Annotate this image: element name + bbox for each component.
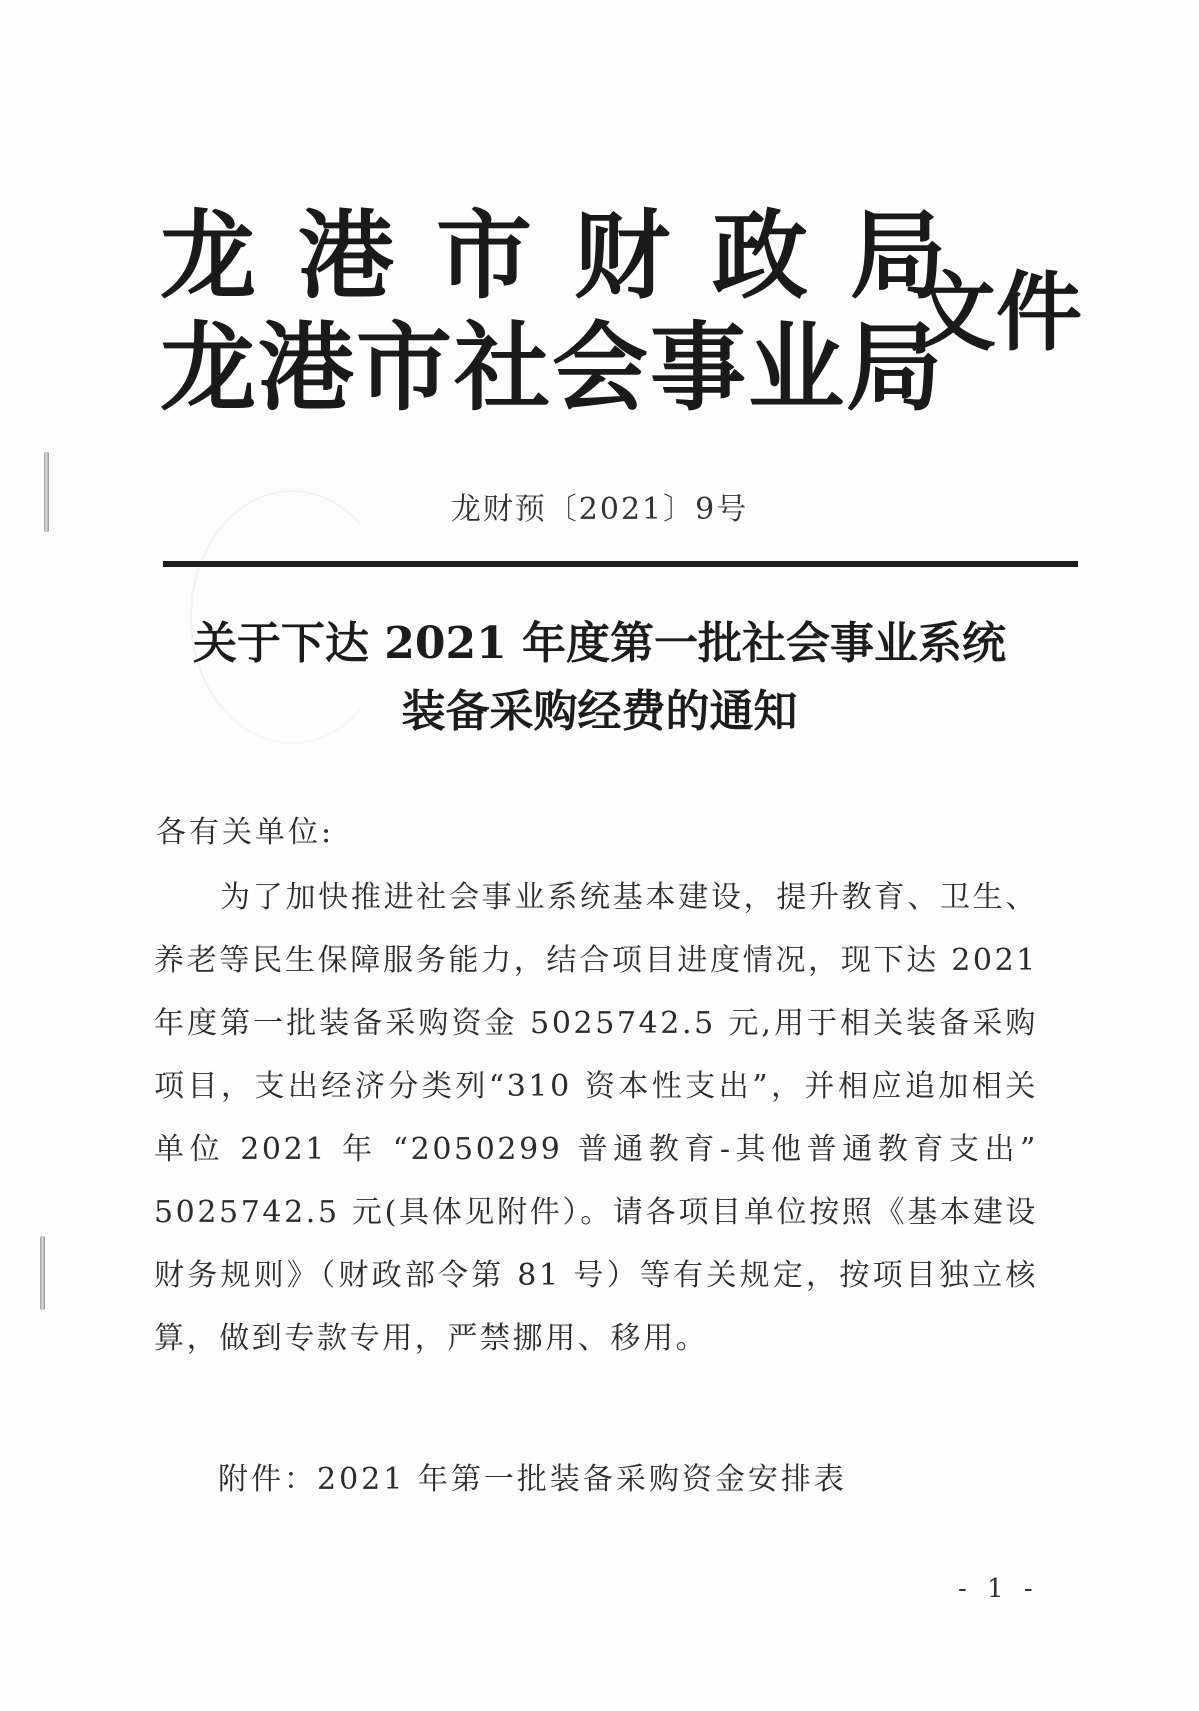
document-header xyxy=(160,200,1100,424)
staple-bottom xyxy=(40,1236,45,1310)
header-rule xyxy=(163,561,1078,567)
document-number xyxy=(0,484,1199,528)
attachment-line: 附件：2021 年第一批装备采购资金安排表 xyxy=(218,1462,847,1497)
salutation: 各有关单位: xyxy=(156,815,335,850)
body-paragraph: 为了加快推进社会事业系统基本建设，提升教育、卫生、养老等民生保障服务能力，结合项目进度情况，现下达 2021 年度第一批装备采购资金 5025742.5 元,用于相关装备采购项目，支出经济分类列“310 资本性支出”，并相应追加相关单位 2021 年 “2050299 普通教育-其他普通教育支出” 5025742.5 元(具体见附件）。请各项目单位按照《基本建设财务规则》（财政部令第 81 号）等有关规定，按项目独立核算，做到专款专用，严禁挪用、移用。 xyxy=(154,880,1038,1356)
notice-title-line2: 装备采购经费的通知 xyxy=(401,686,798,737)
issuer-finance-bureau: 龙港市财政局 xyxy=(160,200,988,312)
issuer-social-affairs-bureau: 龙港市社会事业局 xyxy=(160,312,944,424)
doc-type-suffix: 文件 xyxy=(910,263,1082,363)
document-number-text: 龙财预〔2021〕9号 xyxy=(450,492,749,527)
page-number: - 1 - xyxy=(958,1574,1039,1604)
notice-title-line1: 关于下达 2021 年度第一批社会事业系统 xyxy=(192,618,1007,669)
